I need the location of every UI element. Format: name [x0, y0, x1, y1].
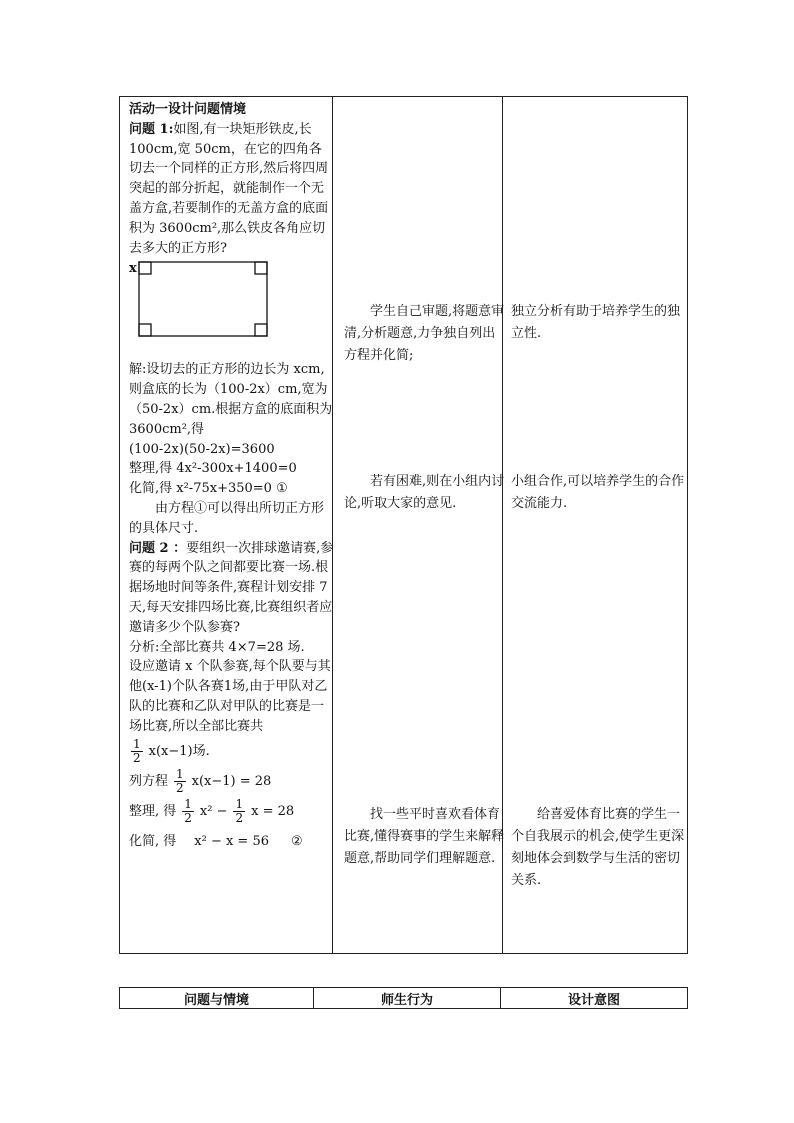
equation-1	[129, 767, 334, 797]
equation-1-tail: x(x−1) = 28	[191, 773, 272, 789]
expression-tail: x(x−1)场.	[148, 743, 210, 759]
problem-1-label: 问题 1:	[129, 121, 174, 137]
solution-line-2: (100-2x)(50-2x)=3600	[129, 441, 275, 457]
equation-3-expr: x² − x = 56	[194, 833, 269, 849]
header-problem-situation: 问题与情境	[120, 988, 314, 1008]
teacher-student-action-2: 若有困难,则在小组内讨论,听取大家的意见.	[344, 474, 505, 511]
next-table-header	[119, 987, 688, 1009]
equation-3	[129, 827, 334, 857]
teacher-student-action-1: 学生自己审题,将题意审清,分析题意,力争独自列出方程并化简;	[344, 304, 505, 363]
solution-line-3: 整理,得 4x²-300x+1400=0	[129, 461, 297, 477]
equation-2-label: 整理, 得	[129, 803, 177, 819]
problem-1	[129, 120, 334, 259]
iron-sheet-diagram	[129, 260, 269, 346]
problem-column	[129, 100, 334, 857]
problem-2-label: 问题 2 ：	[129, 540, 187, 556]
figure-x-label: x	[129, 261, 137, 277]
analysis-detail: 设应邀请 x 个队参赛,每个队要与其他(x-1)个队各赛1场,由于甲队对乙队的比赛和乙队对甲队的比赛是一场比赛,所以全部比赛共	[129, 659, 331, 734]
equation-2-mid: x² −	[199, 803, 228, 819]
equation-2	[129, 797, 334, 827]
header-design-intent: 设计意图	[567, 992, 620, 1008]
equation-2-tail: x = 28	[251, 803, 295, 819]
expression-total-games	[129, 737, 334, 767]
fraction-half: $\frac{1}{2}$	[235, 797, 244, 826]
solution-line-1: 解:设切去的正方形的边长为 xcm,则盒底的长为（100-2x）cm,宽为（50-2x）cm.根据方盒的底面积为 3600cm²,得	[129, 362, 333, 437]
fraction-half: $\frac{1}{2}$	[184, 797, 192, 826]
problem-2-text: 要组织一次排球邀请赛,参赛的每两个队之间都要比赛一场.根据场地时间等条件,赛程计划安排 7 天,每天安排四场比赛,比赛组织者应邀请多少个队参赛?	[129, 540, 334, 635]
header-teacher-student-action: 师生行为	[314, 988, 501, 1008]
activity-title: 活动一设计问题情境	[129, 102, 247, 117]
lesson-table	[119, 96, 688, 954]
analysis-line: 分析:全部比赛共 4×7=28 场.	[129, 639, 305, 655]
teacher-student-action-3: 找一些平时喜欢看体育比赛,懂得赛事的学生来解释题意,帮助同学们理解题意.	[344, 807, 505, 866]
equation-3-label: 化简, 得	[129, 833, 177, 849]
design-intent-2: 小组合作,可以培养学生的合作交流能力.	[511, 474, 685, 511]
problem-1-text: 如图,有一块矩形铁皮,长 100cm,宽 50cm，在它的四角各切去一个同样的正方形,然后将四周突起的部分折起，就能制作一个无盖方盒,若要制作的无盖方盒的底面积为 3600cm²,那么铁皮各角应切去多大的正方形?	[129, 121, 329, 256]
fraction-half: $\frac{1}{2}$	[176, 767, 184, 796]
solution-line-4: 化简,得 x²-75x+350=0 ①	[129, 481, 288, 497]
design-intent-1: 独立分析有助于培养学生的独立性.	[511, 304, 681, 341]
problem-2	[129, 539, 334, 638]
equation-1-label: 列方程	[129, 773, 169, 789]
fraction-half: $\frac{1}{2}$	[133, 737, 141, 766]
design-intent-3: 给喜爱体育比赛的学生一个自我展示的机会,使学生更深刻地体会到数学与生活的密切关系.	[511, 807, 685, 888]
equation-3-mark: ②	[291, 833, 303, 849]
solution-conclusion: 由方程①可以得出所切正方形的具体尺寸.	[129, 500, 325, 536]
rectangle-figure	[129, 260, 269, 346]
